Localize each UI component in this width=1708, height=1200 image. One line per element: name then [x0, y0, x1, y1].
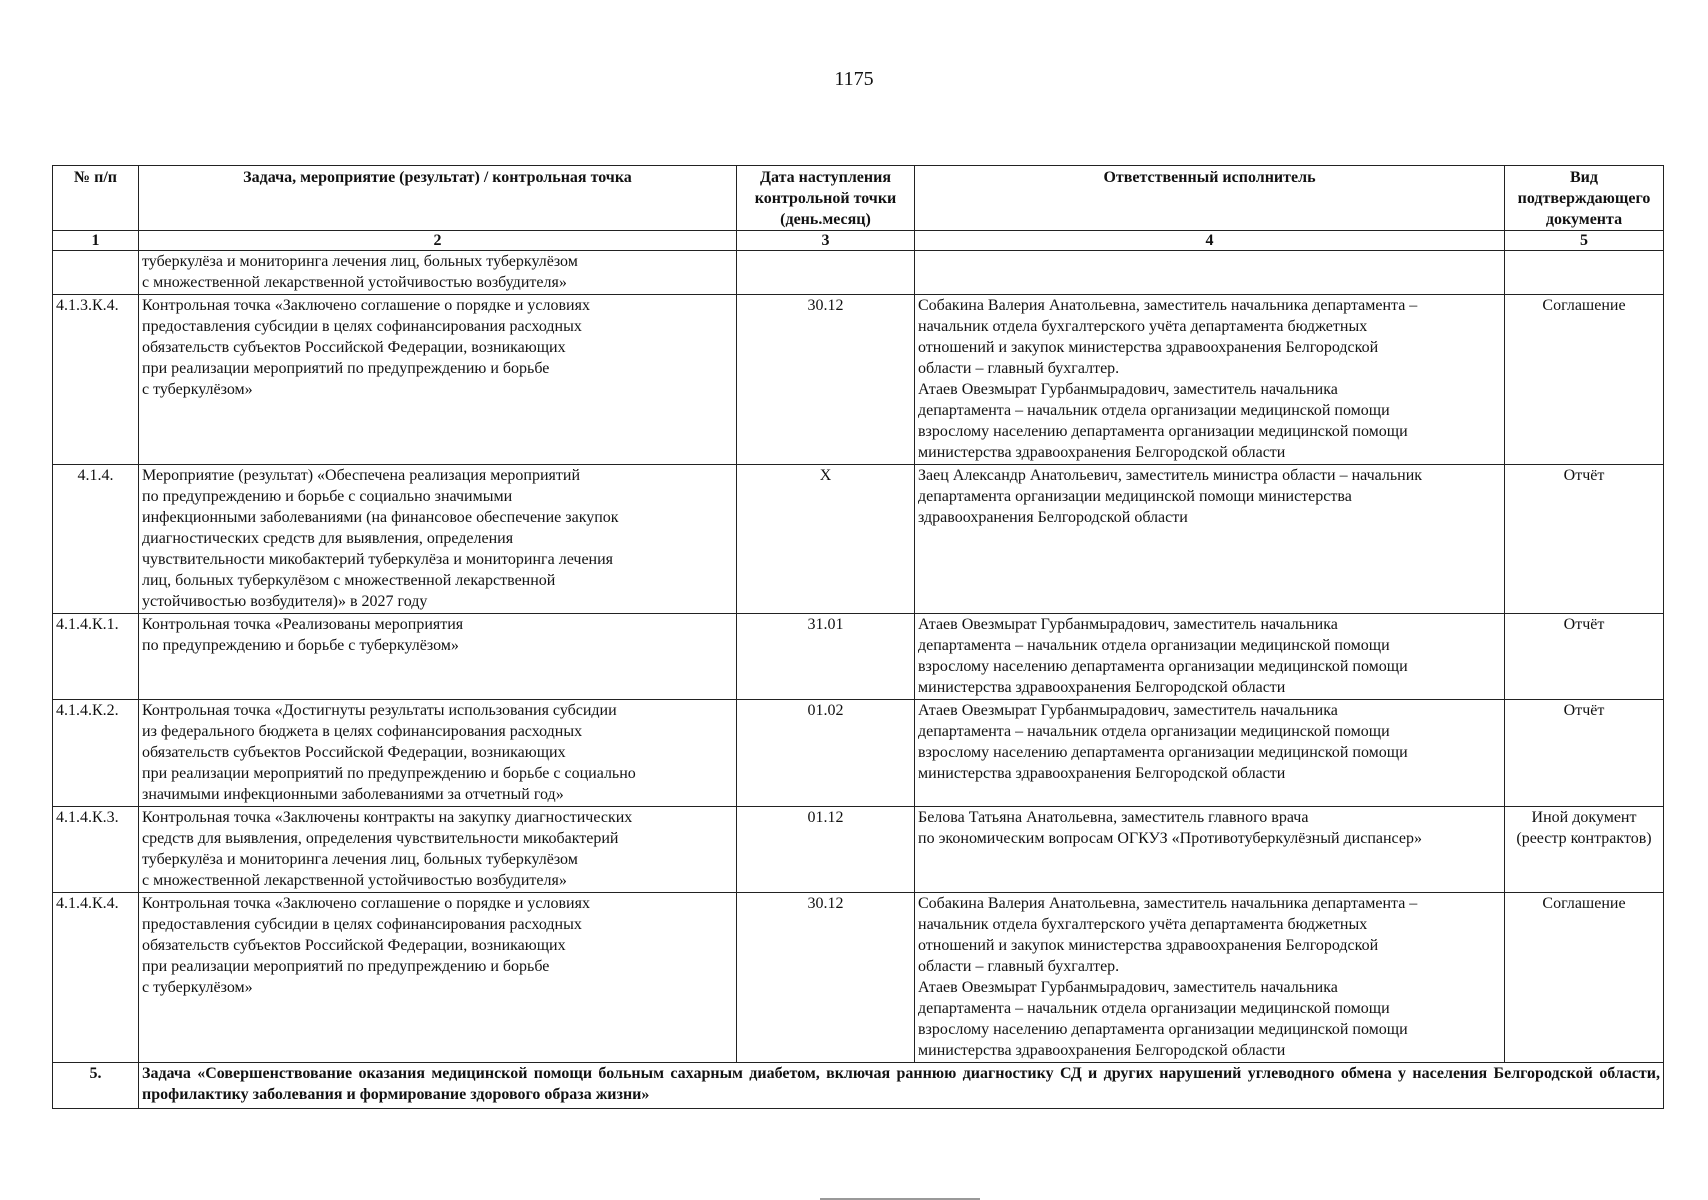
row-executor: Белова Татьяна Анатольевна, заместитель главного врача по экономическим вопросам ОГКУЗ «Противотуберкулёзный диспансер»	[915, 807, 1505, 893]
row-doc: Соглашение	[1505, 893, 1664, 1063]
row-task: Контрольная точка «Заключено соглашение о порядке и условиях предоставления субсидии в целях софинансирования расходных обязательств субъектов Российской Федерации, возникающих при реализации мероприятий по предупреждению и борьбе с туберкулёзом»	[139, 893, 737, 1063]
header-task: Задача, мероприятие (результат) / контрольная точка	[139, 166, 737, 231]
row-task: Контрольная точка «Достигнуты результаты использования субсидии из федерального бюджета в целях софинансирования расходных обязательств субъектов Российской Федерации, возникающих при реализации мероприятий по предупреждению и борьбе с социально значимыми инфекционными заболеваниями за отчетный год»	[139, 700, 737, 807]
table-row	[53, 807, 1664, 893]
page-number: 1175	[834, 68, 874, 90]
row-task: Контрольная точка «Заключено соглашение о порядке и условиях предоставления субсидии в целях софинансирования расходных обязательств субъектов Российской Федерации, возникающих при реализации мероприятий по предупреждению и борьбе с туберкулёзом»	[139, 295, 737, 465]
row-task: Контрольная точка «Заключены контракты на закупку диагностических средств для выявления, определения чувствительности микобактерий туберкулёза и мониторинга лечения лиц, больных туберкулёзом с множественной лекарственной устойчивостью возбудителя»	[139, 807, 737, 893]
row-executor: Собакина Валерия Анатольевна, заместитель начальника департамента – начальник отдела бухгалтерского учёта департамента бюджетных отношений и закупок министерства здравоохранения Белгородской области – главный бухгалтер. Атаев Овезмырат Гурбанмырадович, заместитель начальника департамента – начальник отдела организации медицинской помощи взрослому населению департамента организации медицинской помощи министерства здравоохранения Белгородской области	[915, 893, 1505, 1063]
header-date: Дата наступления контрольной точки (день.месяц)	[737, 166, 915, 231]
row-doc: Отчёт	[1505, 614, 1664, 700]
row-date: 31.01	[737, 614, 915, 700]
row-number: 4.1.4.К.3.	[53, 807, 139, 893]
row-number: 4.1.4.К.1.	[53, 614, 139, 700]
row-doc: Отчёт	[1505, 465, 1664, 614]
row-date: X	[737, 465, 915, 614]
row-executor: Заец Александр Анатольевич, заместитель министра области – начальник департамента организации медицинской помощи министерства здравоохранения Белгородской области	[915, 465, 1505, 614]
column-number: 4	[915, 231, 1505, 251]
row-executor	[915, 251, 1505, 295]
row-task: Мероприятие (результат) «Обеспечена реализация мероприятий по предупреждению и борьбе с социально значимыми инфекционными заболеваниями (на финансовое обеспечение закупок диагностических средств для выявления, определения чувствительности микобактерий туберкулёза и мониторинга лечения лиц, больных туберкулёзом с множественной лекарственной устойчивостью возбудителя)» в 2027 году	[139, 465, 737, 614]
row-date: 01.12	[737, 807, 915, 893]
table-row	[53, 700, 1664, 807]
row-date	[737, 251, 915, 295]
row-number: 4.1.4.К.2.	[53, 700, 139, 807]
column-number: 1	[53, 231, 139, 251]
row-task: Контрольная точка «Реализованы мероприятия по предупреждению и борьбе с туберкулёзом»	[139, 614, 737, 700]
column-number: 2	[139, 231, 737, 251]
row-executor: Атаев Овезмырат Гурбанмырадович, заместитель начальника департамента – начальник отдела организации медицинской помощи взрослому населению департамента организации медицинской помощи министерства здравоохранения Белгородской области	[915, 614, 1505, 700]
column-number: 5	[1505, 231, 1664, 251]
table-row	[53, 614, 1664, 700]
table-row	[53, 251, 1664, 295]
row-executor: Атаев Овезмырат Гурбанмырадович, заместитель начальника департамента – начальник отдела организации медицинской помощи взрослому населению департамента организации медицинской помощи министерства здравоохранения Белгородской области	[915, 700, 1505, 807]
task-number: 5.	[53, 1063, 139, 1109]
task-row	[53, 1063, 1664, 1109]
header-num: № п/п	[53, 166, 139, 231]
row-task: туберкулёза и мониторинга лечения лиц, больных туберкулёзом с множественной лекарственной устойчивостью возбудителя»	[139, 251, 737, 295]
row-executor: Собакина Валерия Анатольевна, заместитель начальника департамента – начальник отдела бухгалтерского учёта департамента бюджетных отношений и закупок министерства здравоохранения Белгородской области – главный бухгалтер. Атаев Овезмырат Гурбанмырадович, заместитель начальника департамента – начальник отдела организации медицинской помощи взрослому населению департамента организации медицинской помощи министерства здравоохранения Белгородской области	[915, 295, 1505, 465]
column-number: 3	[737, 231, 915, 251]
row-doc: Иной документ (реестр контрактов)	[1505, 807, 1664, 893]
row-date: 30.12	[737, 893, 915, 1063]
row-number: 4.1.3.К.4.	[53, 295, 139, 465]
row-date: 30.12	[737, 295, 915, 465]
header-doc: Вид подтверждающего документа	[1505, 166, 1664, 231]
table-row	[53, 295, 1664, 465]
header-executor: Ответственный исполнитель	[915, 166, 1505, 231]
table-header-row	[53, 166, 1664, 231]
control-points-table	[52, 165, 1664, 1109]
task-title: Задача «Совершенствование оказания медицинской помощи больным сахарным диабетом, включая раннюю диагностику СД и других нарушений углеводного обмена у населения Белгородской области, профилактику заболевания и формирование здорового образа жизни»	[139, 1063, 1664, 1109]
row-doc: Соглашение	[1505, 295, 1664, 465]
table-row	[53, 893, 1664, 1063]
row-doc: Отчёт	[1505, 700, 1664, 807]
row-number	[53, 251, 139, 295]
row-number: 4.1.4.К.4.	[53, 893, 139, 1063]
row-number: 4.1.4.	[53, 465, 139, 614]
column-number-row	[53, 231, 1664, 251]
row-date: 01.02	[737, 700, 915, 807]
row-doc	[1505, 251, 1664, 295]
table-row	[53, 465, 1664, 614]
